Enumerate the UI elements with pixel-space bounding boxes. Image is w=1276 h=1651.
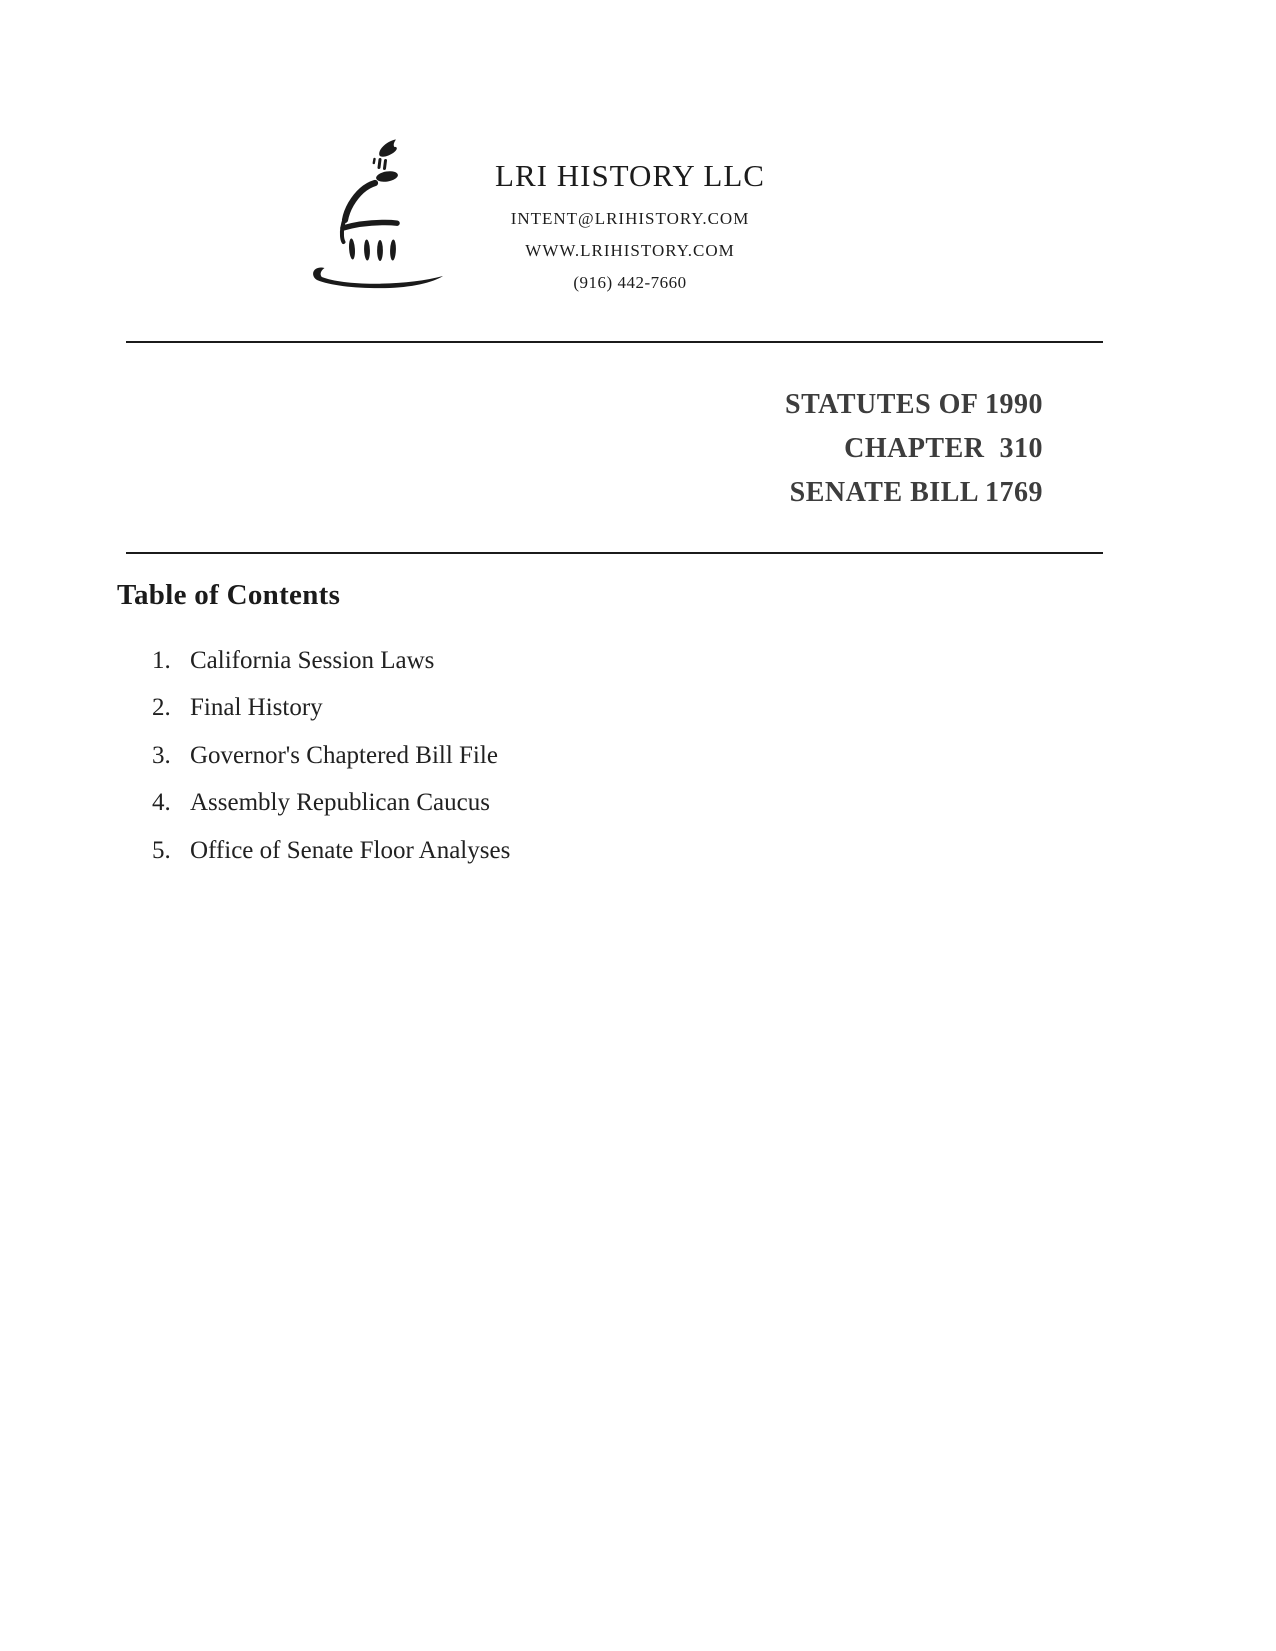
toc-item	[152, 637, 510, 685]
column-dashes	[348, 238, 396, 261]
divider-bottom	[126, 552, 1103, 554]
capitol-dome-logo	[303, 130, 455, 292]
letterhead	[440, 158, 820, 293]
toc-item-number: 2.	[152, 694, 171, 722]
toc-item	[152, 685, 510, 733]
company-phone: (916) 442-7660	[573, 273, 687, 292]
bill-reference-block	[785, 383, 1043, 515]
toc-item-number: 3.	[152, 741, 171, 769]
toc-item-label: Office of Senate Floor Analyses	[190, 836, 511, 864]
toc-item	[152, 827, 510, 875]
toc-item-label: Governor's Chaptered Bill File	[190, 741, 498, 769]
senate-bill-line: SENATE BILL 1769	[789, 477, 1043, 508]
chapter-line: CHAPTER 310	[844, 433, 1043, 464]
toc-item	[152, 780, 510, 828]
toc-item	[152, 732, 510, 780]
toc-item-label: Assembly Republican Caucus	[190, 789, 490, 817]
toc-list	[152, 637, 510, 875]
toc-item-number: 1.	[152, 646, 171, 674]
toc-item-label: Final History	[190, 694, 323, 722]
toc-item-label: California Session Laws	[190, 646, 435, 674]
company-email: INTENT@LRIHISTORY.COM	[510, 209, 750, 228]
divider-top	[126, 341, 1103, 343]
statutes-line: STATUTES OF 1990	[785, 389, 1043, 420]
toc-heading: Table of Contents	[117, 579, 341, 611]
toc-item-number: 4.	[152, 789, 171, 817]
toc-item-number: 5.	[152, 836, 171, 864]
capitol-dome-sketch-icon	[303, 130, 455, 292]
company-name: LRI HISTORY LLC	[495, 158, 765, 193]
company-website: WWW.LRIHISTORY.COM	[525, 241, 735, 260]
